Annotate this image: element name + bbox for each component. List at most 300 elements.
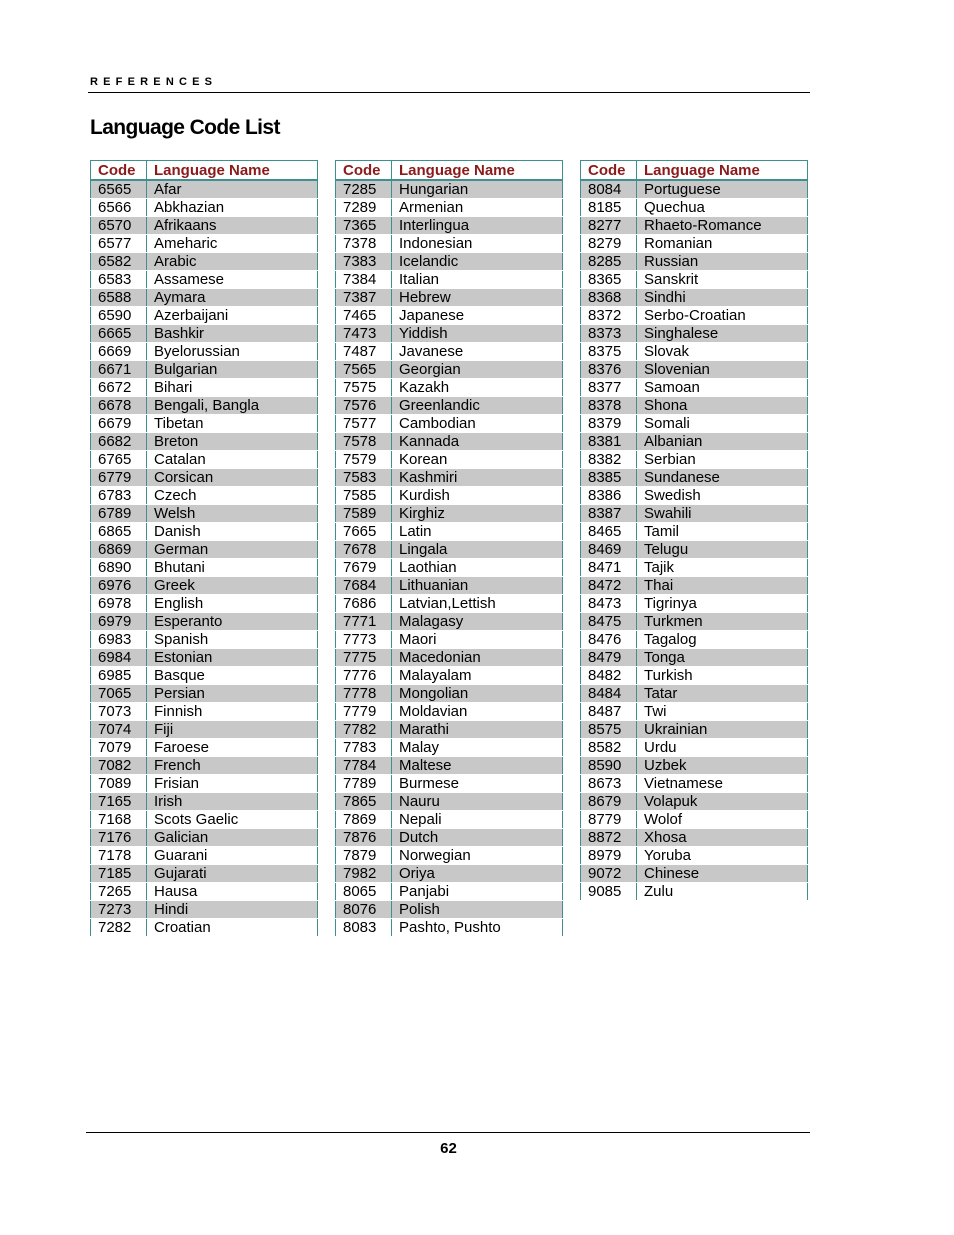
table-row (581, 613, 808, 631)
language-code-cell: 7771 (336, 613, 392, 631)
language-name-cell: Lingala (392, 541, 563, 559)
language-name-cell: Panjabi (392, 883, 563, 901)
language-name-cell: Lithuanian (392, 577, 563, 595)
language-name-cell: Sindhi (637, 289, 808, 307)
language-name-cell: English (147, 595, 318, 613)
table-row (336, 721, 563, 739)
language-name-cell: Maltese (392, 757, 563, 775)
language-code-cell: 7684 (336, 577, 392, 595)
language-code-cell: 6582 (91, 253, 147, 271)
language-code-cell: 7168 (91, 811, 147, 829)
table-header-row (336, 161, 563, 181)
language-name-cell: Fiji (147, 721, 318, 739)
language-name-cell: Persian (147, 685, 318, 703)
language-name-cell: Malayalam (392, 667, 563, 685)
language-name-cell: Greek (147, 577, 318, 595)
section-label: REFERENCES (90, 76, 218, 88)
language-name-cell: Quechua (637, 199, 808, 217)
language-code-cell: 6588 (91, 289, 147, 307)
language-name-cell: Azerbaijani (147, 307, 318, 325)
table-row (91, 235, 318, 253)
table-row (91, 739, 318, 757)
language-name-cell: Nauru (392, 793, 563, 811)
language-name-cell: Faroese (147, 739, 318, 757)
language-name-cell: Urdu (637, 739, 808, 757)
language-code-cell: 6765 (91, 451, 147, 469)
language-code-cell: 7876 (336, 829, 392, 847)
language-name-cell: Assamese (147, 271, 318, 289)
language-code-cell: 8378 (581, 397, 637, 415)
language-name-cell: Latvian,Lettish (392, 595, 563, 613)
language-code-cell: 8484 (581, 685, 637, 703)
table-row (581, 451, 808, 469)
table-row (581, 631, 808, 649)
language-code-cell: 6565 (91, 180, 147, 199)
language-code-cell: 8479 (581, 649, 637, 667)
table-row (581, 415, 808, 433)
language-name-cell: Frisian (147, 775, 318, 793)
table-row (581, 577, 808, 595)
language-name-cell: Hausa (147, 883, 318, 901)
language-code-cell: 7865 (336, 793, 392, 811)
language-code-cell: 8473 (581, 595, 637, 613)
language-name-cell: Shona (637, 397, 808, 415)
language-code-cell: 7089 (91, 775, 147, 793)
table-row (91, 757, 318, 775)
page-title: Language Code List (90, 116, 280, 139)
language-code-cell: 6570 (91, 217, 147, 235)
language-code-cell: 7686 (336, 595, 392, 613)
language-name-cell: Mongolian (392, 685, 563, 703)
language-name-cell: Georgian (392, 361, 563, 379)
language-name-cell: Twi (637, 703, 808, 721)
table-row (91, 865, 318, 883)
table-row (336, 505, 563, 523)
language-code-cell: 8472 (581, 577, 637, 595)
language-name-cell: Hebrew (392, 289, 563, 307)
language-name-cell: Somali (637, 415, 808, 433)
language-name-cell: Bulgarian (147, 361, 318, 379)
language-code-cell: 6583 (91, 271, 147, 289)
language-code-cell: 7776 (336, 667, 392, 685)
language-name-cell: Hindi (147, 901, 318, 919)
table-row (581, 271, 808, 289)
language-code-cell: 8476 (581, 631, 637, 649)
language-name-cell: Rhaeto-Romance (637, 217, 808, 235)
language-code-cell: 8365 (581, 271, 637, 289)
table-row (581, 793, 808, 811)
table-row (336, 541, 563, 559)
table-row (336, 235, 563, 253)
language-name-cell: Kurdish (392, 487, 563, 505)
table-row (336, 217, 563, 235)
language-code-cell: 6669 (91, 343, 147, 361)
language-name-cell: Yiddish (392, 325, 563, 343)
language-code-cell: 7576 (336, 397, 392, 415)
language-code-cell: 7384 (336, 271, 392, 289)
language-name-column-header: Language Name (637, 161, 808, 181)
language-name-cell: Pashto, Pushto (392, 919, 563, 937)
language-name-cell: Burmese (392, 775, 563, 793)
language-code-cell: 8475 (581, 613, 637, 631)
language-code-cell: 7678 (336, 541, 392, 559)
language-name-cell: Catalan (147, 451, 318, 469)
language-code-cell: 6783 (91, 487, 147, 505)
language-name-cell: Sanskrit (637, 271, 808, 289)
language-code-cell: 7565 (336, 361, 392, 379)
table-row (91, 559, 318, 577)
language-code-cell: 9072 (581, 865, 637, 883)
language-code-cell: 8469 (581, 541, 637, 559)
language-code-cell: 8575 (581, 721, 637, 739)
language-code-cell: 7176 (91, 829, 147, 847)
table-row (581, 487, 808, 505)
language-name-cell: Gujarati (147, 865, 318, 883)
language-name-cell: Corsican (147, 469, 318, 487)
language-code-cell: 8375 (581, 343, 637, 361)
language-name-cell: Marathi (392, 721, 563, 739)
language-name-cell: Albanian (637, 433, 808, 451)
table-row (581, 307, 808, 325)
language-name-cell: Finnish (147, 703, 318, 721)
language-code-cell: 7178 (91, 847, 147, 865)
language-name-cell: Ukrainian (637, 721, 808, 739)
language-name-cell: Tatar (637, 685, 808, 703)
table-row (91, 487, 318, 505)
language-code-cell: 8387 (581, 505, 637, 523)
table-row (581, 703, 808, 721)
language-name-cell: Russian (637, 253, 808, 271)
code-column-header: Code (336, 161, 392, 181)
table-row (336, 811, 563, 829)
table-row (336, 523, 563, 541)
language-name-column-header: Language Name (147, 161, 318, 181)
table-row (91, 649, 318, 667)
language-code-cell: 7082 (91, 757, 147, 775)
language-code-cell: 8679 (581, 793, 637, 811)
table-row (91, 541, 318, 559)
language-name-cell: Scots Gaelic (147, 811, 318, 829)
language-code-cell: 6984 (91, 649, 147, 667)
table-row (581, 829, 808, 847)
table-row (581, 199, 808, 217)
table-row (91, 703, 318, 721)
table-row (336, 757, 563, 775)
language-code-cell: 7679 (336, 559, 392, 577)
table-row (91, 775, 318, 793)
table-row (581, 289, 808, 307)
table-row (581, 397, 808, 415)
table-row (336, 379, 563, 397)
language-name-cell: Latin (392, 523, 563, 541)
table-row (91, 307, 318, 325)
language-name-cell: Javanese (392, 343, 563, 361)
table-row (581, 685, 808, 703)
table-row (336, 703, 563, 721)
language-code-cell: 6682 (91, 433, 147, 451)
table-row (336, 667, 563, 685)
language-code-cell: 6979 (91, 613, 147, 631)
table-row (336, 180, 563, 199)
table-row (336, 343, 563, 361)
language-code-cell: 7165 (91, 793, 147, 811)
table-row (91, 343, 318, 361)
table-row (91, 523, 318, 541)
table-row (581, 217, 808, 235)
language-name-cell: Turkmen (637, 613, 808, 631)
language-code-cell: 8482 (581, 667, 637, 685)
table-row (336, 289, 563, 307)
language-name-cell: Chinese (637, 865, 808, 883)
language-name-cell: Italian (392, 271, 563, 289)
language-code-cell: 7879 (336, 847, 392, 865)
language-name-cell: Macedonian (392, 649, 563, 667)
language-name-cell: Slovenian (637, 361, 808, 379)
language-code-cell: 7778 (336, 685, 392, 703)
language-name-cell: Breton (147, 433, 318, 451)
language-name-cell: Danish (147, 523, 318, 541)
table-row (91, 793, 318, 811)
table-row (581, 811, 808, 829)
language-code-cell: 6566 (91, 199, 147, 217)
language-code-cell: 6983 (91, 631, 147, 649)
footer-rule (86, 1132, 810, 1133)
language-code-cell: 6590 (91, 307, 147, 325)
language-code-cell: 6865 (91, 523, 147, 541)
language-name-cell: Tamil (637, 523, 808, 541)
language-code-cell: 8373 (581, 325, 637, 343)
language-name-cell: Byelorussian (147, 343, 318, 361)
language-code-cell: 7784 (336, 757, 392, 775)
language-code-cell: 7775 (336, 649, 392, 667)
table-row (581, 379, 808, 397)
language-code-cell: 8590 (581, 757, 637, 775)
language-name-column-header: Language Name (392, 161, 563, 181)
language-code-cell: 7589 (336, 505, 392, 523)
language-code-cell: 8277 (581, 217, 637, 235)
language-code-cell: 7869 (336, 811, 392, 829)
table-row (91, 919, 318, 937)
language-code-cell: 7575 (336, 379, 392, 397)
header-rule (88, 92, 810, 93)
language-code-cell: 8465 (581, 523, 637, 541)
table-row (581, 361, 808, 379)
language-name-cell: Icelandic (392, 253, 563, 271)
table-row (91, 451, 318, 469)
table-row (91, 415, 318, 433)
language-name-cell: Bihari (147, 379, 318, 397)
language-name-cell: Zulu (637, 883, 808, 901)
language-code-cell: 7074 (91, 721, 147, 739)
language-code-cell: 6890 (91, 559, 147, 577)
table-row (91, 505, 318, 523)
language-code-cell: 6672 (91, 379, 147, 397)
language-name-cell: Oriya (392, 865, 563, 883)
language-code-cell: 6679 (91, 415, 147, 433)
language-code-cell: 7789 (336, 775, 392, 793)
language-code-cell: 9085 (581, 883, 637, 901)
table-row (581, 649, 808, 667)
table-row (91, 289, 318, 307)
language-code-cell: 7577 (336, 415, 392, 433)
language-name-cell: Afrikaans (147, 217, 318, 235)
language-name-cell: Serbian (637, 451, 808, 469)
language-code-cell: 7585 (336, 487, 392, 505)
table-row (336, 451, 563, 469)
language-code-cell: 6976 (91, 577, 147, 595)
language-code-cell: 7273 (91, 901, 147, 919)
code-column-header: Code (91, 161, 147, 181)
language-code-cell: 6978 (91, 595, 147, 613)
language-name-cell: Singhalese (637, 325, 808, 343)
language-table-3 (580, 160, 808, 901)
table-row (336, 793, 563, 811)
table-row (91, 253, 318, 271)
table-row (336, 595, 563, 613)
table-row (91, 847, 318, 865)
language-name-cell: Serbo-Croatian (637, 307, 808, 325)
table-row (581, 757, 808, 775)
table-row (91, 685, 318, 703)
language-code-cell: 7285 (336, 180, 392, 199)
language-code-cell: 8386 (581, 487, 637, 505)
language-name-cell: Polish (392, 901, 563, 919)
language-code-cell: 8779 (581, 811, 637, 829)
table-row (336, 685, 563, 703)
language-code-cell: 7465 (336, 307, 392, 325)
table-row (336, 469, 563, 487)
language-name-cell: Bhutani (147, 559, 318, 577)
language-code-cell: 8872 (581, 829, 637, 847)
table-row (581, 721, 808, 739)
language-code-cell: 7779 (336, 703, 392, 721)
language-name-cell: Xhosa (637, 829, 808, 847)
table-row (581, 343, 808, 361)
language-table-2 (335, 160, 563, 937)
language-code-cell: 7265 (91, 883, 147, 901)
table-row (581, 541, 808, 559)
table-row (91, 199, 318, 217)
language-name-cell: Bengali, Bangla (147, 397, 318, 415)
language-code-cell: 6671 (91, 361, 147, 379)
language-name-cell: French (147, 757, 318, 775)
language-name-cell: Arabic (147, 253, 318, 271)
table-row (581, 775, 808, 793)
language-code-cell: 7383 (336, 253, 392, 271)
language-name-cell: Czech (147, 487, 318, 505)
table-row (91, 271, 318, 289)
language-name-cell: Tigrinya (637, 595, 808, 613)
table-row (91, 613, 318, 631)
table-row (336, 199, 563, 217)
table-row (336, 919, 563, 937)
table-row (336, 307, 563, 325)
language-name-cell: Welsh (147, 505, 318, 523)
language-code-cell: 8376 (581, 361, 637, 379)
language-code-cell: 6577 (91, 235, 147, 253)
language-code-cell: 8065 (336, 883, 392, 901)
table-row (336, 271, 563, 289)
language-name-cell: Wolof (637, 811, 808, 829)
language-code-cell: 6678 (91, 397, 147, 415)
table-row (581, 595, 808, 613)
language-code-cell: 7982 (336, 865, 392, 883)
page-number: 62 (440, 1140, 457, 1157)
table-row (581, 469, 808, 487)
language-code-cell: 8379 (581, 415, 637, 433)
language-code-cell: 8377 (581, 379, 637, 397)
language-name-cell: Swahili (637, 505, 808, 523)
language-code-cell: 8279 (581, 235, 637, 253)
language-code-cell: 7583 (336, 469, 392, 487)
language-name-cell: Moldavian (392, 703, 563, 721)
table-row (581, 847, 808, 865)
table-row (91, 217, 318, 235)
language-name-cell: Irish (147, 793, 318, 811)
table-row (581, 667, 808, 685)
language-code-cell: 6789 (91, 505, 147, 523)
language-code-cell: 7473 (336, 325, 392, 343)
language-name-cell: Romanian (637, 235, 808, 253)
language-name-cell: Interlingua (392, 217, 563, 235)
table-row (581, 523, 808, 541)
language-code-cell: 6665 (91, 325, 147, 343)
table-row (336, 613, 563, 631)
language-code-cell: 8673 (581, 775, 637, 793)
language-name-cell: Cambodian (392, 415, 563, 433)
language-name-cell: Guarani (147, 847, 318, 865)
table-row (336, 487, 563, 505)
language-code-cell: 7065 (91, 685, 147, 703)
language-code-cell: 8372 (581, 307, 637, 325)
table-row (91, 577, 318, 595)
table-row (91, 469, 318, 487)
table-row (581, 559, 808, 577)
language-code-cell: 8084 (581, 180, 637, 199)
language-code-cell: 8382 (581, 451, 637, 469)
language-name-cell: Laothian (392, 559, 563, 577)
table-row (336, 901, 563, 919)
table-row (336, 361, 563, 379)
table-row (91, 883, 318, 901)
table-header-row (91, 161, 318, 181)
language-code-cell: 8368 (581, 289, 637, 307)
table-row (581, 253, 808, 271)
language-name-cell: Volapuk (637, 793, 808, 811)
table-row (336, 739, 563, 757)
language-code-cell: 8381 (581, 433, 637, 451)
language-code-cell: 7782 (336, 721, 392, 739)
language-name-cell: Kirghiz (392, 505, 563, 523)
language-name-cell: Kannada (392, 433, 563, 451)
language-code-cell: 7783 (336, 739, 392, 757)
language-code-cell: 8487 (581, 703, 637, 721)
language-code-cell: 7079 (91, 739, 147, 757)
language-code-cell: 7773 (336, 631, 392, 649)
language-code-cell: 8185 (581, 199, 637, 217)
language-name-cell: Portuguese (637, 180, 808, 199)
language-name-cell: Armenian (392, 199, 563, 217)
language-name-cell: Basque (147, 667, 318, 685)
table-row (581, 739, 808, 757)
language-name-cell: German (147, 541, 318, 559)
table-row (91, 325, 318, 343)
language-code-cell: 8076 (336, 901, 392, 919)
table-row (336, 433, 563, 451)
table-row (581, 235, 808, 253)
language-code-cell: 7365 (336, 217, 392, 235)
table-row (91, 595, 318, 613)
